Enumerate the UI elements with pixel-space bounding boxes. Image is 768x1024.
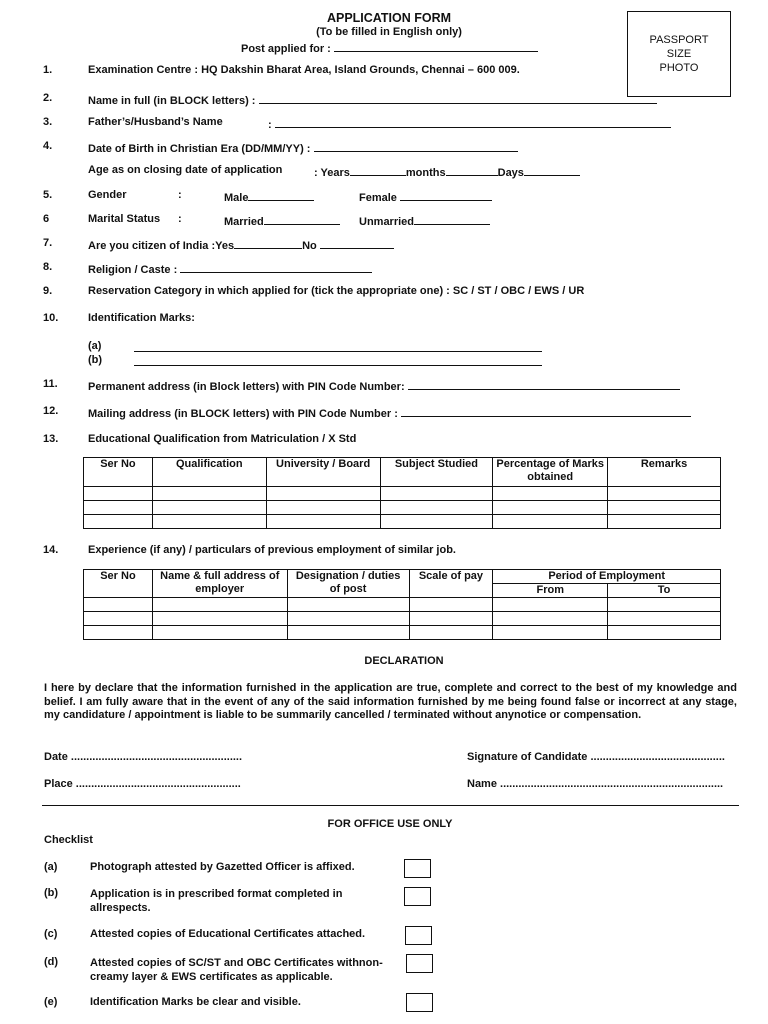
edu-col-subject: Subject Studied bbox=[380, 458, 493, 487]
checklist-text-e: Identification Marks be clear and visible. bbox=[90, 996, 301, 1008]
photo-label-1: PASSPORT bbox=[649, 34, 709, 46]
photo-label-2: SIZE bbox=[666, 48, 692, 60]
field-8-num: 8. bbox=[43, 261, 53, 273]
citizen-yes-label: Are you citizen of India :Yes bbox=[88, 240, 235, 252]
field-2-num: 2. bbox=[43, 92, 53, 104]
marital-unmarried-row bbox=[359, 213, 490, 228]
id-mark-a-field[interactable] bbox=[134, 340, 542, 352]
office-use-title: FOR OFFICE USE ONLY bbox=[327, 818, 453, 830]
checklist-text-b: Application is in prescribed format completed in allrespects. bbox=[90, 888, 343, 914]
field-4-row bbox=[88, 140, 518, 155]
field-2-label: Name in full (in BLOCK letters) : bbox=[88, 95, 256, 107]
field-4-num: 4. bbox=[43, 140, 53, 152]
edu-col-remarks: Remarks bbox=[608, 458, 721, 487]
declaration-text: I here by declare that the information furnished in the application are true, complete and correct to the best of my knowledge and belief. I am fully aware that in the event of any of the said information furnished by me being found false or incorrect at any stage, my candidature / appointment is liable to be summarily cancelled / terminated without anynotice or compensation. bbox=[44, 682, 737, 721]
field-3-colon: : bbox=[268, 119, 272, 131]
age-label: Age as on closing date of application bbox=[88, 164, 283, 176]
marital-unmarried-field[interactable] bbox=[414, 213, 490, 225]
checklist-key-a: (a) bbox=[44, 861, 58, 873]
mailing-address-field[interactable] bbox=[401, 405, 691, 417]
citizen-no-label: No bbox=[302, 240, 317, 252]
table-row[interactable] bbox=[84, 501, 721, 515]
field-13-label: Educational Qualification from Matriculation / X Std bbox=[88, 433, 357, 445]
field-11-num: 11. bbox=[43, 378, 58, 390]
dob-field[interactable] bbox=[314, 140, 518, 152]
field-8-label: Religion / Caste : bbox=[88, 264, 178, 276]
checklist-key-e: (e) bbox=[44, 996, 58, 1008]
section-divider bbox=[42, 805, 739, 806]
field-3-row bbox=[268, 116, 671, 131]
age-days-label: Days bbox=[497, 167, 524, 179]
checklist-text-c: Attested copies of Educational Certificates attached. bbox=[90, 928, 366, 940]
field-6-num: 6 bbox=[43, 213, 50, 225]
post-applied-row bbox=[241, 40, 538, 55]
form-title: APPLICATION FORM bbox=[326, 11, 452, 25]
id-mark-a-label: (a) bbox=[88, 340, 102, 352]
citizen-no-field[interactable] bbox=[320, 237, 394, 249]
checklist-label: Checklist bbox=[44, 834, 93, 846]
field-13-num: 13. bbox=[43, 433, 59, 445]
age-months-label: months bbox=[405, 167, 446, 179]
field-6-colon: : bbox=[178, 213, 182, 225]
religion-caste-field[interactable] bbox=[180, 261, 372, 273]
checklist-checkbox-a[interactable] bbox=[404, 859, 431, 878]
father-name-field[interactable] bbox=[275, 116, 671, 128]
post-applied-field[interactable] bbox=[334, 40, 538, 52]
declaration-name[interactable]: Name ......................................................................... bbox=[467, 778, 724, 790]
experience-table bbox=[83, 569, 721, 640]
experience-header-row bbox=[84, 570, 721, 584]
field-1-text: Examination Centre : HQ Dakshin Bharat Area, Island Grounds, Chennai – 600 009. bbox=[88, 64, 520, 76]
field-3-label: Father’s/Husband’s Name bbox=[88, 116, 223, 128]
gender-male-label: Male bbox=[224, 192, 249, 204]
gender-female-field[interactable] bbox=[400, 189, 492, 201]
gender-male-row bbox=[224, 189, 314, 204]
table-row[interactable] bbox=[84, 487, 721, 501]
table-row[interactable] bbox=[84, 612, 721, 626]
citizen-yes-field[interactable] bbox=[234, 237, 302, 249]
form-subtitle: (To be filled in English only) bbox=[316, 26, 462, 38]
checklist-key-d: (d) bbox=[44, 956, 59, 968]
table-row[interactable] bbox=[84, 515, 721, 529]
checklist-checkbox-e[interactable] bbox=[406, 993, 433, 1012]
checklist-text-a: Photograph attested by Gazetted Officer is affixed. bbox=[90, 861, 355, 873]
age-years-label: : Years bbox=[314, 167, 350, 179]
checklist-key-b: (b) bbox=[44, 887, 59, 899]
table-row[interactable] bbox=[84, 626, 721, 640]
field-7-row bbox=[88, 237, 394, 252]
field-14-label: Experience (if any) / particulars of previous employment of similar job. bbox=[88, 544, 456, 556]
permanent-address-field[interactable] bbox=[408, 378, 680, 390]
education-header-row bbox=[84, 458, 721, 487]
table-row[interactable] bbox=[84, 598, 721, 612]
checklist-text-d: Attested copies of SC/ST and OBC Certificates withnon-creamy layer & EWS certificates as applicable. bbox=[90, 957, 383, 983]
age-years-field[interactable] bbox=[350, 164, 406, 176]
field-9-num: 9. bbox=[43, 285, 53, 297]
age-months-field[interactable] bbox=[446, 164, 498, 176]
exp-col-from: From bbox=[493, 584, 608, 598]
field-12-num: 12. bbox=[43, 405, 59, 417]
education-table bbox=[83, 457, 721, 529]
marital-married-field[interactable] bbox=[264, 213, 340, 225]
edu-col-university: University / Board bbox=[266, 458, 380, 487]
gender-female-row bbox=[359, 189, 492, 204]
declaration-signature[interactable]: Signature of Candidate ............................................ bbox=[467, 751, 725, 763]
field-4-label: Date of Birth in Christian Era (DD/MM/YY) : bbox=[88, 143, 311, 155]
exp-col-period: Period of Employment bbox=[493, 570, 721, 584]
exp-col-scale-of-pay: Scale of pay bbox=[409, 570, 493, 598]
edu-col-ser-no: Ser No bbox=[84, 458, 153, 487]
field-3-num: 3. bbox=[43, 116, 53, 128]
reservation-category-text: Reservation Category in which applied for (tick the appropriate one) : SC / ST / OBC / EWS / UR bbox=[88, 285, 585, 297]
id-mark-b-field[interactable] bbox=[134, 354, 542, 366]
field-7-num: 7. bbox=[43, 237, 53, 249]
field-10-num: 10. bbox=[43, 312, 59, 324]
declaration-date[interactable]: Date ........................................................ bbox=[44, 751, 243, 763]
exp-col-designation: Designation / duties of post bbox=[287, 570, 409, 598]
gender-female-label: Female bbox=[359, 192, 397, 204]
field-12-row bbox=[88, 405, 691, 420]
passport-photo-box[interactable] bbox=[627, 11, 731, 97]
field-5-num: 5. bbox=[43, 189, 53, 201]
checklist-checkbox-d[interactable] bbox=[406, 954, 433, 973]
age-days-field[interactable] bbox=[524, 164, 580, 176]
marital-unmarried-label: Unmarried bbox=[359, 216, 415, 228]
exp-col-employer: Name & full address of employer bbox=[152, 570, 287, 598]
field-1-num: 1. bbox=[43, 64, 53, 76]
id-mark-b-label: (b) bbox=[88, 354, 103, 366]
field-6-label: Marital Status bbox=[88, 213, 161, 225]
marital-married-row bbox=[224, 213, 340, 228]
declaration-title: DECLARATION bbox=[364, 655, 444, 667]
field-8-row bbox=[88, 261, 372, 276]
field-12-label: Mailing address (in BLOCK letters) with PIN Code Number : bbox=[88, 408, 398, 420]
field-5-colon: : bbox=[178, 189, 182, 201]
gender-male-field[interactable] bbox=[248, 189, 314, 201]
field-14-num: 14. bbox=[43, 544, 59, 556]
exp-col-to: To bbox=[608, 584, 721, 598]
exp-col-ser-no: Ser No bbox=[84, 570, 153, 598]
edu-col-percentage: Percentage of Marks obtained bbox=[493, 458, 608, 487]
field-2-row bbox=[88, 92, 657, 107]
marital-married-label: Married bbox=[224, 216, 264, 228]
field-11-row bbox=[88, 378, 680, 393]
declaration-place[interactable]: Place ...................................................... bbox=[44, 778, 241, 790]
photo-label-3: PHOTO bbox=[659, 62, 699, 74]
field-10-label: Identification Marks: bbox=[88, 312, 195, 324]
field-5-label: Gender bbox=[88, 189, 127, 201]
post-applied-label: Post applied for : bbox=[241, 43, 331, 55]
checklist-checkbox-c[interactable] bbox=[405, 926, 432, 945]
checklist-key-c: (c) bbox=[44, 928, 58, 940]
checklist-checkbox-b[interactable] bbox=[404, 887, 431, 906]
edu-col-qualification: Qualification bbox=[152, 458, 266, 487]
age-row bbox=[314, 164, 580, 179]
field-11-label: Permanent address (in Block letters) with PIN Code Number: bbox=[88, 381, 405, 393]
name-full-field[interactable] bbox=[259, 92, 657, 104]
